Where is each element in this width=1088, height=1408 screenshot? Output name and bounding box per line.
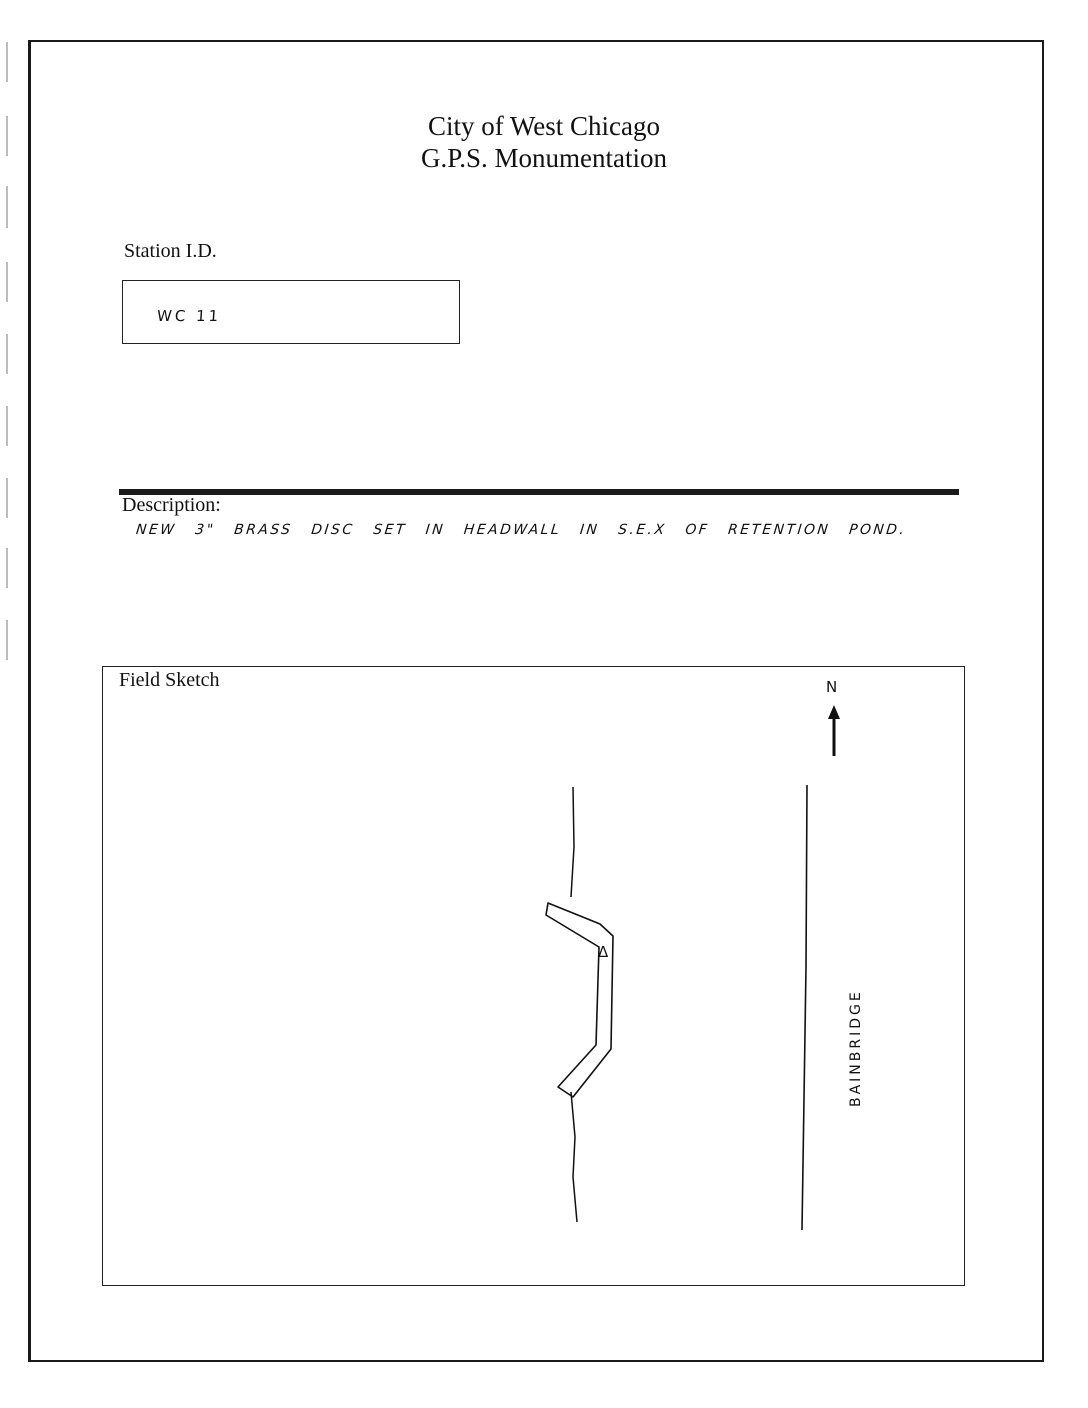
scan-edge-mark	[6, 620, 8, 660]
station-id-value: WC 11	[156, 307, 222, 325]
bainbridge-road-line	[802, 785, 807, 1230]
field-sketch-box	[102, 666, 965, 1286]
north-label: N	[826, 678, 838, 696]
form-title: City of West Chicago	[427, 111, 661, 141]
monument-marker-icon: Δ	[598, 943, 609, 961]
scan-edge-mark	[6, 42, 8, 82]
scan-edge-mark	[6, 478, 8, 518]
section-divider	[119, 489, 959, 495]
road-label: BAINBRIDGE	[848, 989, 864, 1107]
form-subtitle: G.P.S. Monumentation	[420, 143, 668, 173]
scan-edge-mark	[6, 334, 8, 374]
drainage-ditch-line	[571, 1092, 577, 1222]
scan-edge-mark	[6, 406, 8, 446]
station-id-field	[122, 280, 460, 344]
scan-edge-mark	[6, 186, 8, 228]
field-sketch-label: Field Sketch	[119, 669, 220, 691]
description-label: Description:	[122, 494, 221, 516]
headwall-outline	[546, 903, 613, 1097]
description-text: NEW 3" BRASS DISC SET IN HEADWALL IN S.E.X OF RETENTION POND.	[135, 522, 908, 538]
field-sketch-drawing	[103, 667, 963, 1284]
drainage-ditch-line	[571, 787, 574, 897]
scan-edge-mark	[6, 262, 8, 302]
north-arrow-head	[828, 705, 840, 719]
station-id-label: Station I.D.	[124, 240, 217, 262]
scan-edge-mark	[6, 548, 8, 588]
